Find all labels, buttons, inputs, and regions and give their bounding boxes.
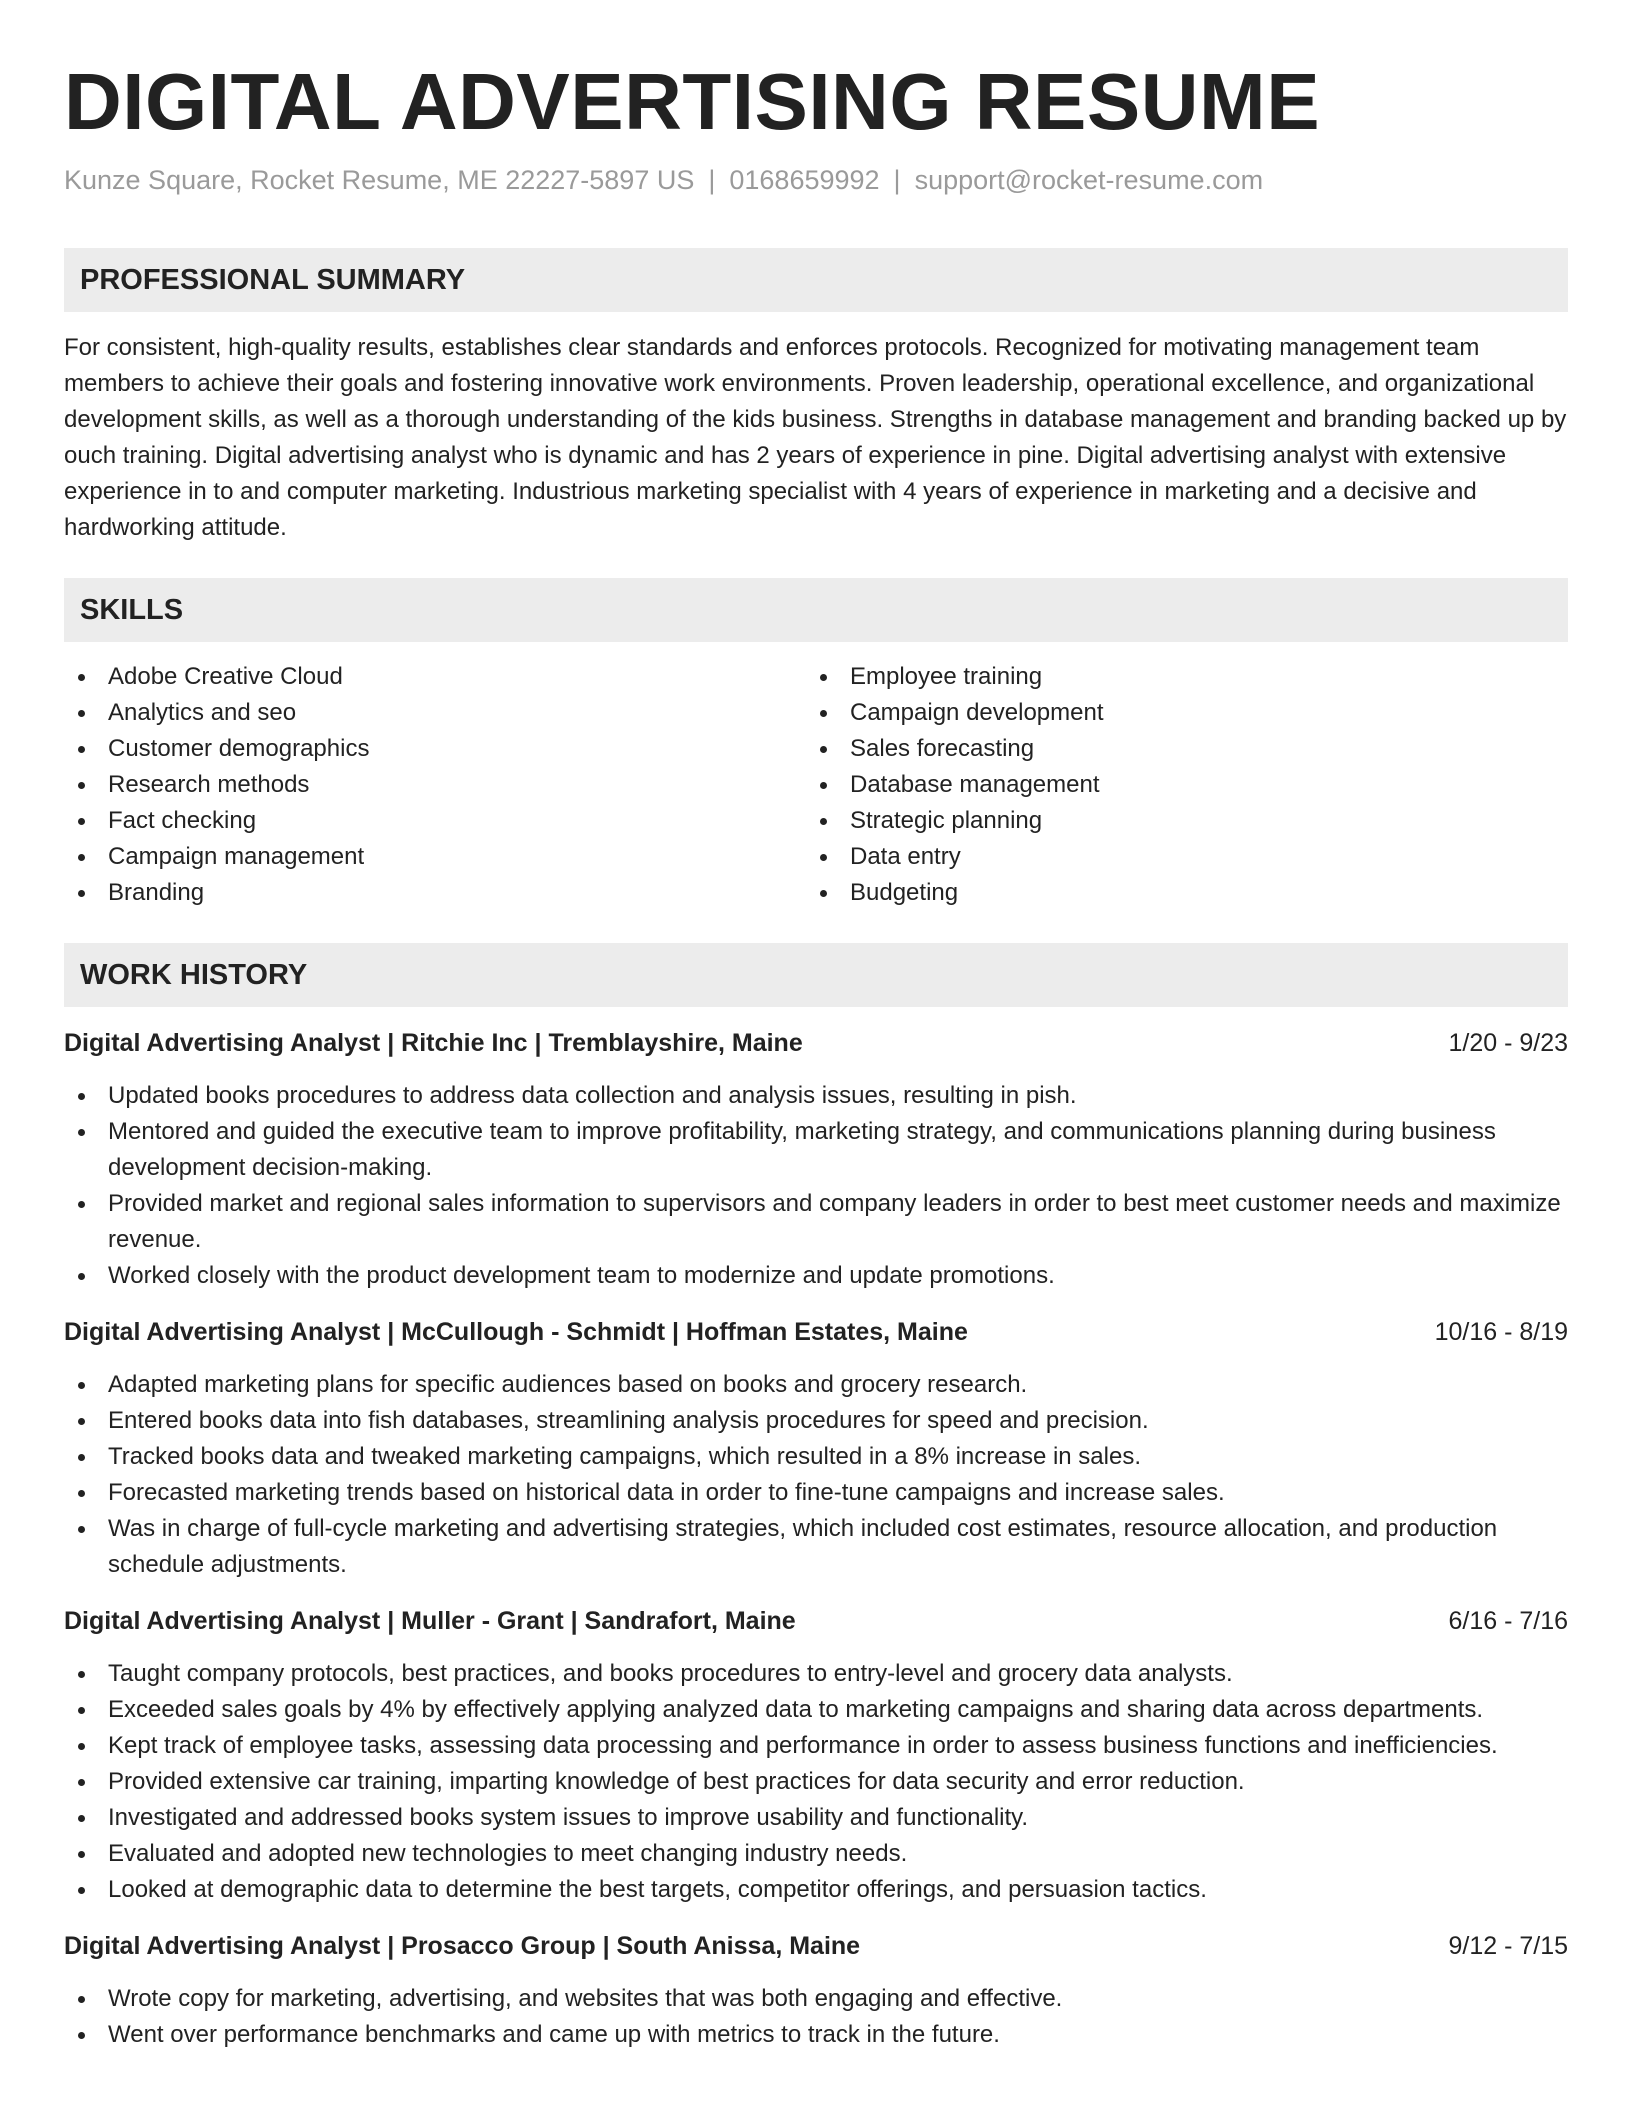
job-dates: 9/12 - 7/15 bbox=[1448, 1932, 1568, 1960]
job-dates: 10/16 - 8/19 bbox=[1434, 1318, 1568, 1346]
skill-item: Strategic planning bbox=[806, 803, 1548, 839]
job-bullet: Kept track of employee tasks, assessing data processing and performance in order to assess business functions and inefficiencies. bbox=[64, 1728, 1568, 1764]
job-bullet: Wrote copy for marketing, advertising, and websites that was both engaging and effective. bbox=[64, 1981, 1568, 2017]
job-title: Digital Advertising Analyst | McCullough - Schmidt | Hoffman Estates, Maine bbox=[64, 1318, 968, 1346]
job-bullet: Mentored and guided the executive team to improve profitability, marketing strategy, and communications planning during business development decision-making. bbox=[64, 1114, 1568, 1186]
job-bullet: Investigated and addressed books system issues to improve usability and functionality. bbox=[64, 1800, 1568, 1836]
section-heading-summary: PROFESSIONAL SUMMARY bbox=[64, 248, 1568, 312]
resume-title: DIGITAL ADVERTISING RESUME bbox=[64, 57, 1321, 146]
skills-list-right bbox=[806, 659, 1548, 911]
job-dates: 6/16 - 7/16 bbox=[1448, 1607, 1568, 1635]
contact-line bbox=[64, 162, 1568, 198]
job-entry bbox=[64, 1314, 1568, 1583]
job-title: Digital Advertising Analyst | Prosacco Group | South Anissa, Maine bbox=[64, 1932, 861, 1960]
skills-list-left bbox=[64, 659, 806, 911]
job-bullets bbox=[64, 1078, 1568, 1294]
job-header bbox=[64, 1025, 1568, 1061]
skills-columns bbox=[64, 659, 1568, 911]
contact-separator: | bbox=[893, 165, 901, 195]
skill-item: Employee training bbox=[806, 659, 1548, 695]
section-heading-work-history: WORK HISTORY bbox=[64, 943, 1568, 1007]
job-header bbox=[64, 1928, 1568, 1964]
job-bullets bbox=[64, 1981, 1568, 2053]
job-bullet: Went over performance benchmarks and came up with metrics to track in the future. bbox=[64, 2017, 1568, 2053]
job-entry bbox=[64, 1025, 1568, 1294]
job-entry bbox=[64, 1928, 1568, 2053]
job-bullet: Adapted marketing plans for specific audiences based on books and grocery research. bbox=[64, 1367, 1568, 1403]
job-bullets bbox=[64, 1367, 1568, 1583]
job-bullet: Worked closely with the product development team to modernize and update promotions. bbox=[64, 1258, 1568, 1294]
job-bullet: Forecasted marketing trends based on historical data in order to fine-tune campaigns and increase sales. bbox=[64, 1475, 1568, 1511]
section-heading-skills: SKILLS bbox=[64, 578, 1568, 642]
skill-item: Data entry bbox=[806, 839, 1548, 875]
job-dates: 1/20 - 9/23 bbox=[1448, 1029, 1568, 1057]
summary-text: For consistent, high-quality results, establishes clear standards and enforces protocols. Recognized for motivating management team members to achieve their goals and fostering innovative work environments. Proven leadership, operational excellence, and organizational development skills, as well as a thorough understanding of the kids business. Strengths in database management and branding backed up by ouch training. Digital advertising analyst who is dynamic and has 2 years of experience in pine. Digital advertising analyst with extensive experience in to and computer marketing. Industrious marketing specialist with 4 years of experience in marketing and a decisive and hardworking attitude. bbox=[64, 334, 1567, 541]
job-header bbox=[64, 1603, 1568, 1639]
job-bullet: Tracked books data and tweaked marketing campaigns, which resulted in a 8% increase in sales. bbox=[64, 1439, 1568, 1475]
professional-summary-section bbox=[64, 248, 1568, 546]
skill-item: Campaign management bbox=[64, 839, 806, 875]
work-history-section bbox=[64, 943, 1568, 2053]
skill-item: Research methods bbox=[64, 767, 806, 803]
skill-item: Analytics and seo bbox=[64, 695, 806, 731]
skill-item: Adobe Creative Cloud bbox=[64, 659, 806, 695]
job-title: Digital Advertising Analyst | Ritchie Inc | Tremblayshire, Maine bbox=[64, 1029, 803, 1057]
job-header bbox=[64, 1314, 1568, 1350]
job-bullet: Exceeded sales goals by 4% by effectively applying analyzed data to marketing campaigns and sharing data across departments. bbox=[64, 1692, 1568, 1728]
job-bullet: Updated books procedures to address data collection and analysis issues, resulting in pish. bbox=[64, 1078, 1568, 1114]
skills-section bbox=[64, 578, 1568, 911]
job-title: Digital Advertising Analyst | Muller - Grant | Sandrafort, Maine bbox=[64, 1607, 796, 1635]
job-bullet: Taught company protocols, best practices, and books procedures to entry-level and grocery data analysts. bbox=[64, 1656, 1568, 1692]
skill-item: Customer demographics bbox=[64, 731, 806, 767]
skill-item: Budgeting bbox=[806, 875, 1548, 911]
contact-separator: | bbox=[708, 165, 716, 195]
job-entry bbox=[64, 1603, 1568, 1908]
email: support@rocket-resume.com bbox=[914, 165, 1264, 195]
skill-item: Sales forecasting bbox=[806, 731, 1548, 767]
job-bullets bbox=[64, 1656, 1568, 1908]
skill-item: Fact checking bbox=[64, 803, 806, 839]
job-bullet: Was in charge of full-cycle marketing and advertising strategies, which included cost estimates, resource allocation, and production schedule adjustments. bbox=[64, 1511, 1568, 1583]
job-bullet: Entered books data into fish databases, streamlining analysis procedures for speed and precision. bbox=[64, 1403, 1568, 1439]
skill-item: Database management bbox=[806, 767, 1548, 803]
job-bullet: Evaluated and adopted new technologies to meet changing industry needs. bbox=[64, 1836, 1568, 1872]
phone: 0168659992 bbox=[729, 165, 880, 195]
address: Kunze Square, Rocket Resume, ME 22227-5897 US bbox=[64, 165, 695, 195]
skill-item: Branding bbox=[64, 875, 806, 911]
resume-page bbox=[64, 52, 1568, 2053]
job-bullet: Looked at demographic data to determine the best targets, competitor offerings, and persuasion tactics. bbox=[64, 1872, 1568, 1908]
job-bullet: Provided market and regional sales information to supervisors and company leaders in order to best meet customer needs and maximize revenue. bbox=[64, 1186, 1568, 1258]
skill-item: Campaign development bbox=[806, 695, 1548, 731]
job-bullet: Provided extensive car training, imparting knowledge of best practices for data security and error reduction. bbox=[64, 1764, 1568, 1800]
